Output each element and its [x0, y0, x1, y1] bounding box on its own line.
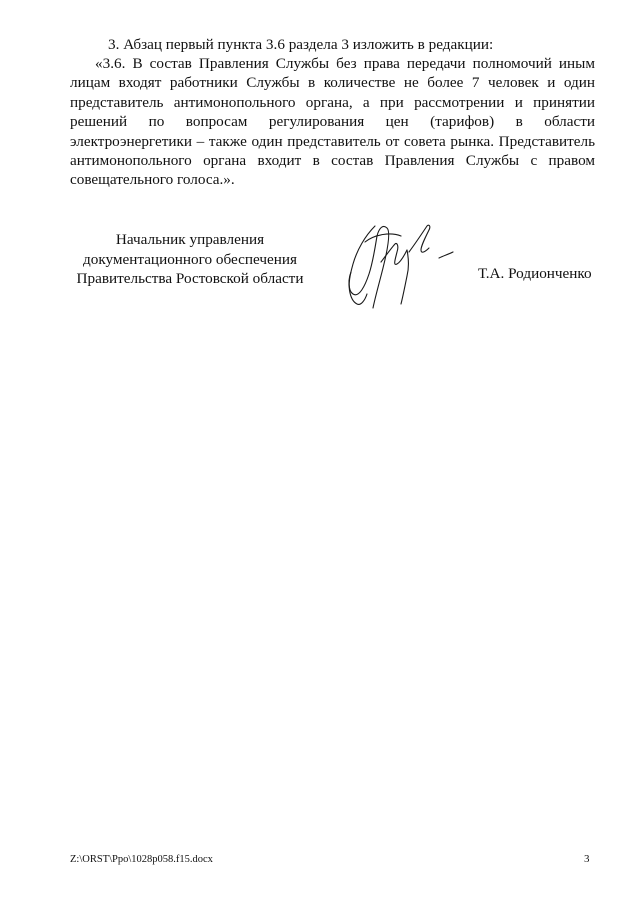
signatory-position	[70, 230, 310, 289]
signatory-name: Т.А. Родионченко	[478, 265, 592, 282]
footer-file-path: Z:\ORST\Ppo\1028p058.f15.docx	[70, 854, 213, 865]
footer-page-number: 3	[584, 853, 590, 865]
position-line-1: Начальник управления	[115, 231, 265, 248]
handwritten-signature	[335, 212, 465, 317]
paragraph-amendment-intro: 3. Абзац первый пункта 3.6 раздела 3 изложить в редакции:	[108, 36, 494, 53]
position-line-3: Правительства Ростовской области	[76, 270, 304, 287]
paragraph-amendment-text: «3.6. В состав Правления Службы без права передачи полномочий иным лицам входят работники Службы в количестве не более 7 человек и один представитель антимонопольного органа, а при рассмотрении и принятии решений по вопросам регулирования цен (тарифов) в области электроэнергетики – также один представитель от совета рынка. Представитель антимонопольного органа входит в состав Правления Службы с правом совещательного голоса.».	[70, 55, 595, 189]
position-line-2: документационного обеспечения	[83, 250, 297, 268]
